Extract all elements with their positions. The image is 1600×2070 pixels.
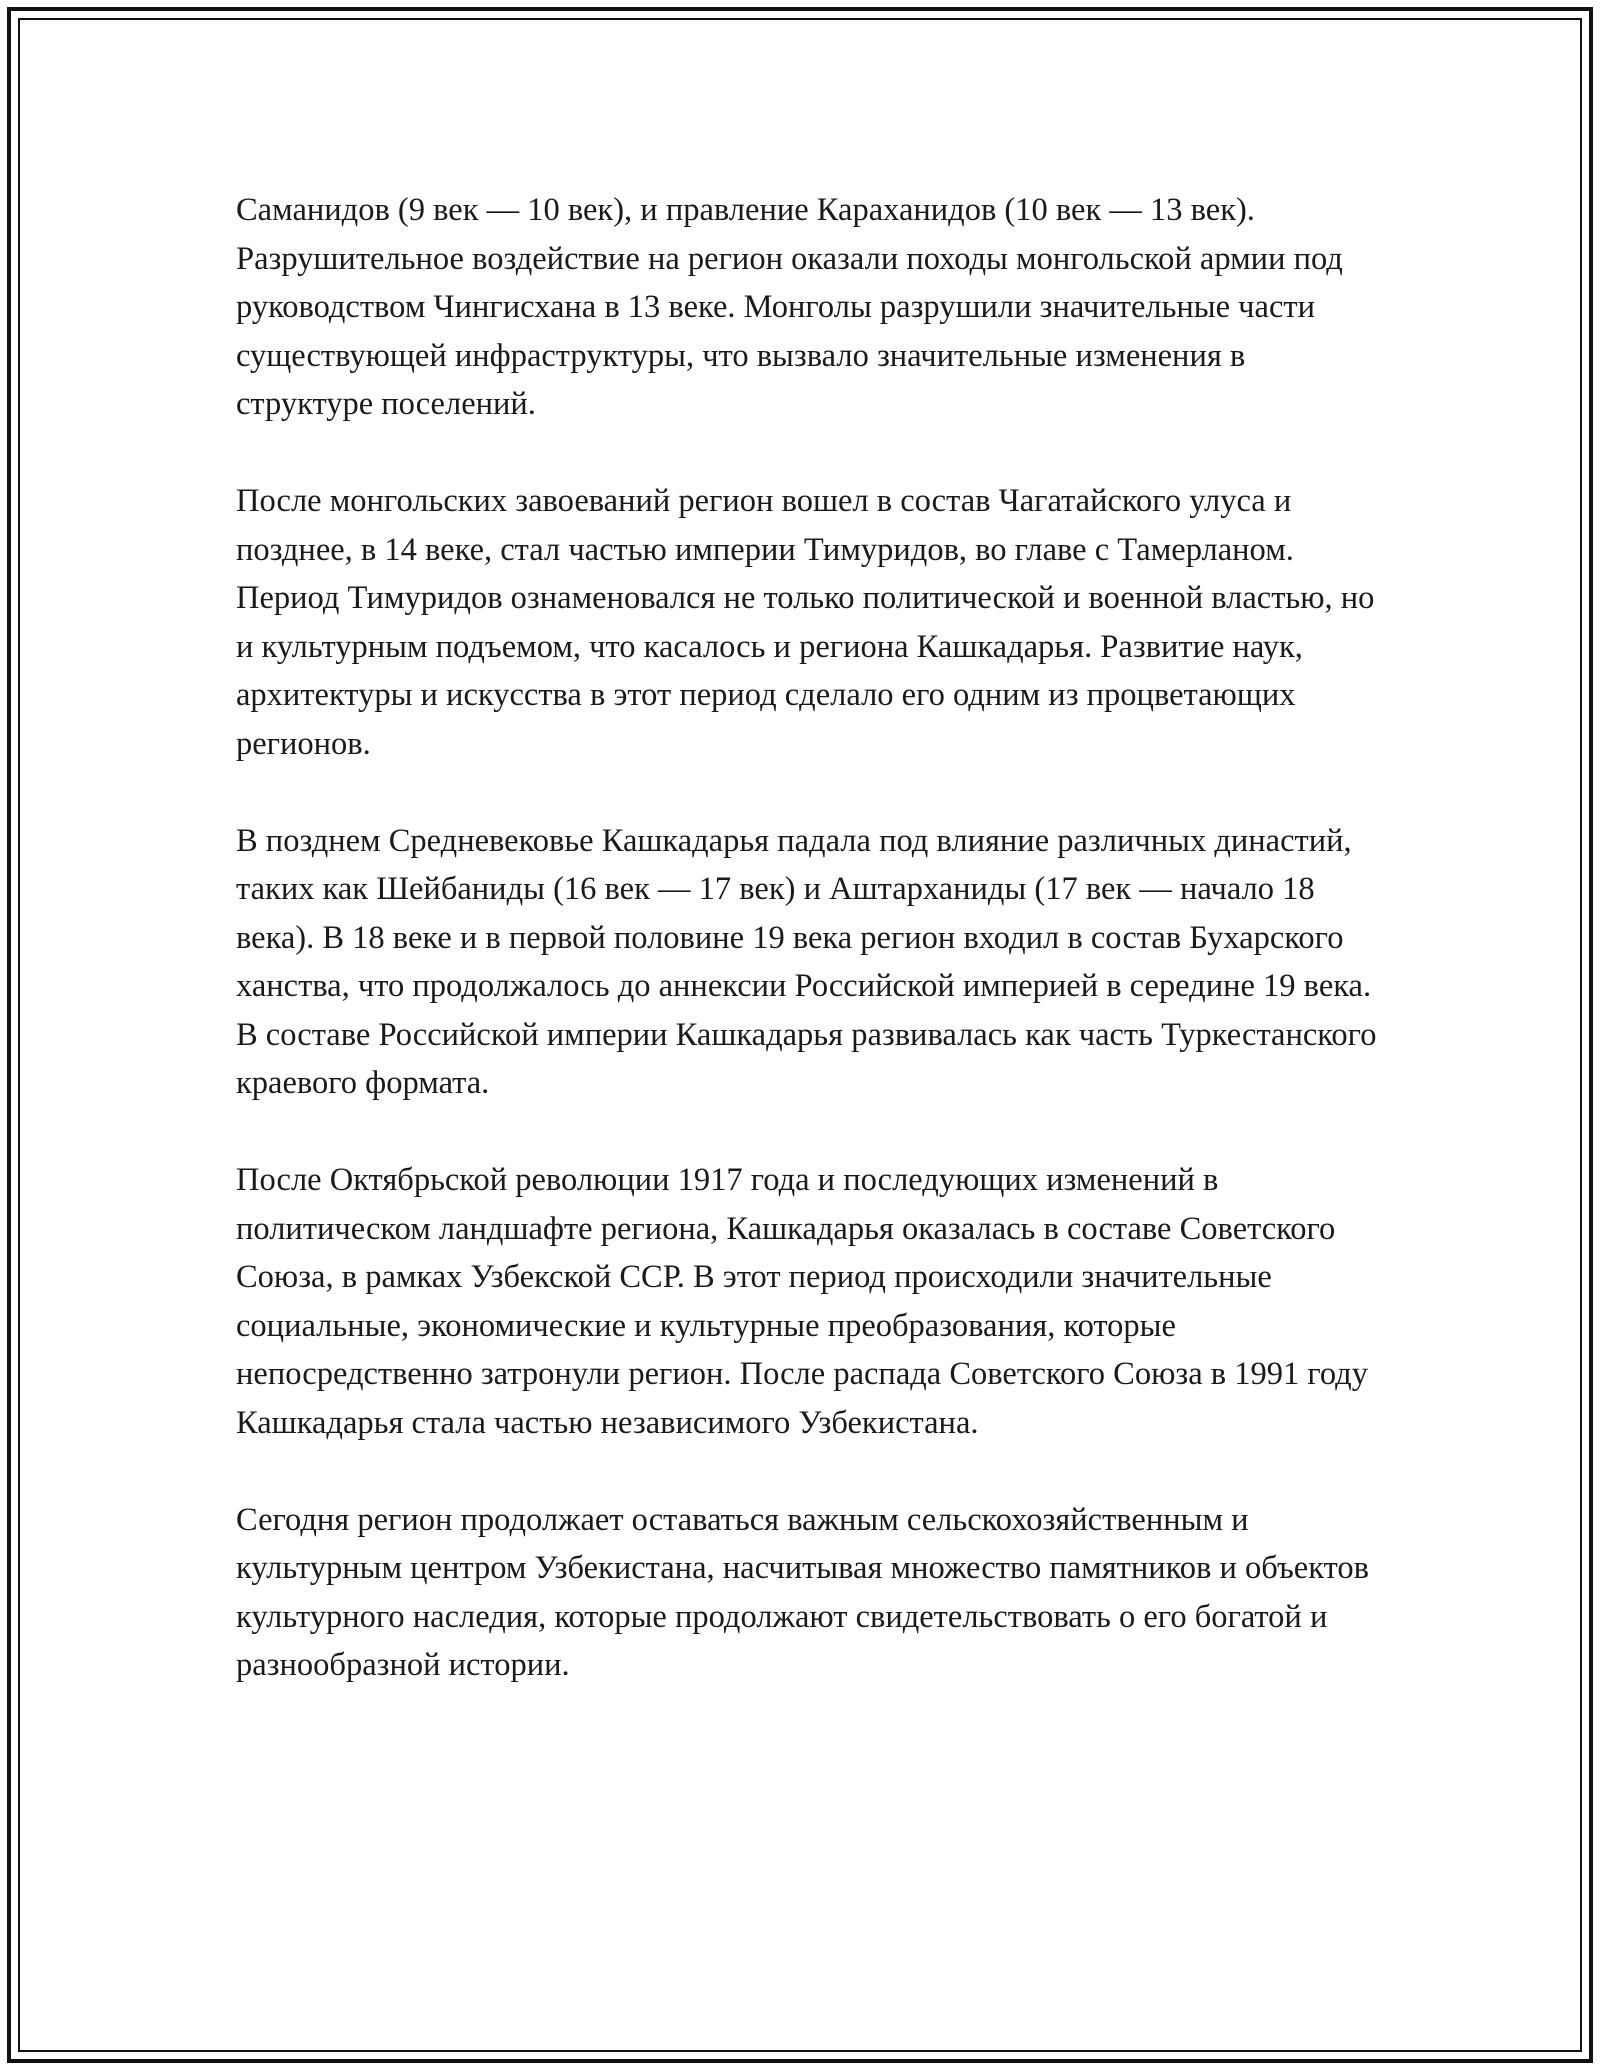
paragraph-samanids-mongols: Саманидов (9 век — 10 век), и правление Караханидов (10 век — 13 век). Разрушительное воздействие на регион оказали походы монгольской армии под руководством Чингисхана в 13 веке. Монголы разрушили значительные части существующей инфраструктуры, что вызвало значительные изменения в структуре поселений.	[236, 192, 1343, 422]
document-body	[236, 186, 1386, 1690]
paragraph-late-middle-ages: В позднем Средневековье Кашкадарья падала под влияние различных династий, таких как Шейбаниды (16 век — 17 век) и Аштарханиды (17 век — начало 18 века). В 18 веке и в первой половине 19 века регион входил в состав Бухарского ханства, что продолжалось до аннексии Российской империей в середине 19 века. В составе Российской империи Кашкадарья развивалась как часть Туркестанского краевого формата.	[236, 822, 1377, 1101]
paragraph-today: Сегодня регион продолжает оставаться важным сельскохозяйственным и культурным центром Узбекистана, насчитывая множество памятников и объектов культурного наследия, которые продолжают свидетельствовать о его богатой и разнообразной истории.	[236, 1501, 1369, 1683]
paragraph-soviet-period: После Октябрьской революции 1917 года и последующих изменений в политическом ландшафте региона, Кашкадарья оказалась в составе Советского Союза, в рамках Узбекской ССР. В этот период происходили значительные социальные, экономические и культурные преобразования, которые непосредственно затронули регион. После распада Советского Союза в 1991 году Кашкадарья стала частью независимого Узбекистана.	[236, 1162, 1368, 1441]
paragraph-timurids: После монгольских завоеваний регион вошел в состав Чагатайского улуса и позднее, в 14 веке, стал частью империи Тимуридов, во главе с Тамерланом. Период Тимуридов ознаменовался не только политической и военной властью, но и культурным подъемом, что касалось и региона Кашкадарья. Развитие наук, архитектуры и искусства в этот период сделало его одним из процветающих регионов.	[236, 483, 1375, 762]
